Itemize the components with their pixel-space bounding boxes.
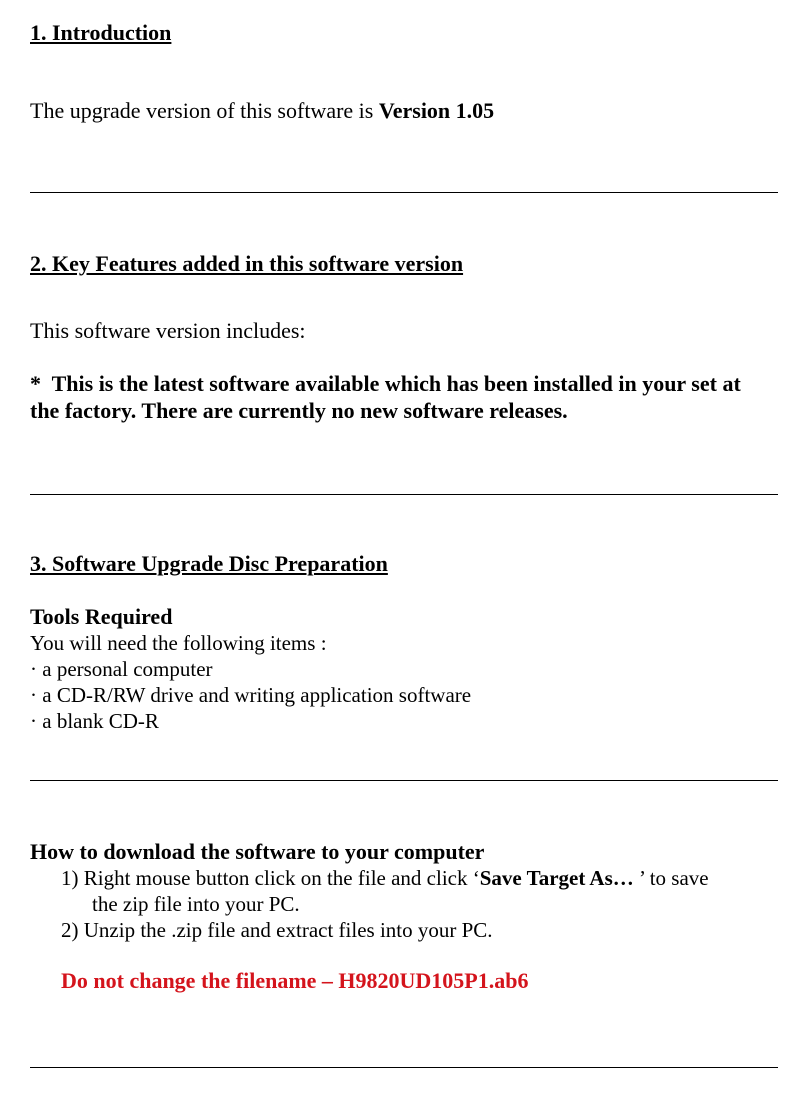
section-2-heading: 2. Key Features added in this software version	[30, 251, 464, 276]
download-step-1	[61, 865, 709, 891]
section-1-heading: 1. Introduction	[30, 20, 172, 45]
tool-item: · a CD-R/RW drive and writing application software	[30, 683, 472, 707]
download-step-1-continued: the zip file into your PC.	[92, 892, 300, 916]
tools-intro: You will need the following items :	[30, 631, 327, 655]
divider	[30, 494, 778, 495]
step-1-text: 1) Right mouse button click on the file and click ‘	[61, 866, 480, 890]
bullet-star: *	[30, 371, 41, 396]
divider	[30, 192, 778, 193]
download-heading: How to download the software to your computer	[30, 839, 485, 864]
tool-item: · a blank CD-R	[30, 709, 159, 733]
tool-item: · a personal computer	[30, 657, 213, 681]
step-1-suffix: ’ to save	[639, 866, 709, 890]
upgrade-version-line	[30, 98, 494, 124]
divider	[30, 780, 778, 781]
upgrade-version-text: The upgrade version of this software is	[30, 98, 379, 123]
feature-item	[30, 370, 770, 424]
feature-text: This is the latest software available which has been installed in your set at the factory. There are currently no new software releases.	[30, 371, 741, 423]
save-target-as-label: Save Target As…	[479, 866, 640, 890]
download-step-2: 2) Unzip the .zip file and extract files into your PC.	[61, 918, 493, 942]
tools-required-heading: Tools Required	[30, 604, 173, 629]
section-3-heading: 3. Software Upgrade Disc Preparation	[30, 551, 388, 576]
divider	[30, 1067, 778, 1068]
version-number: Version 1.05	[378, 98, 495, 123]
features-intro: This software version includes:	[30, 318, 306, 343]
filename-warning: Do not change the filename – H9820UD105P1.ab6	[61, 968, 529, 993]
